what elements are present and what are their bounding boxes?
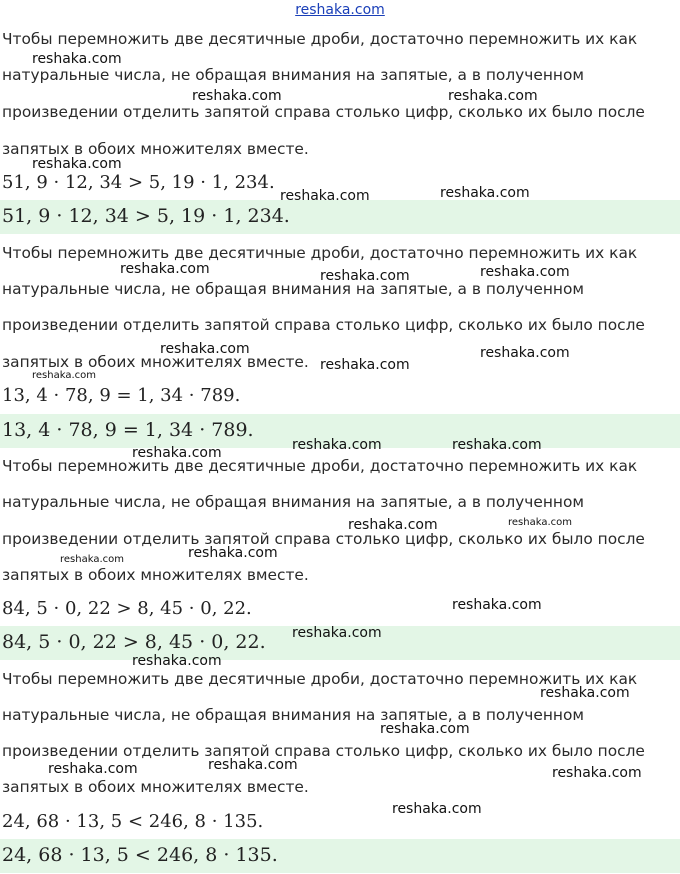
rule-line-3: произведении отделить запятой справа столько цифр, сколько их было после bbox=[2, 742, 645, 760]
watermark: reshaka.com bbox=[480, 264, 570, 280]
watermark: reshaka.com bbox=[508, 517, 572, 528]
watermark: reshaka.com bbox=[480, 345, 570, 361]
watermark: reshaka.com bbox=[348, 517, 438, 533]
watermark: reshaka.com bbox=[188, 545, 278, 561]
watermark: reshaka.com bbox=[208, 757, 298, 773]
answer-formula: 84, 5 · 0, 22 > 8, 45 · 0, 22. bbox=[2, 631, 266, 653]
watermark: reshaka.com bbox=[60, 554, 124, 565]
watermark: reshaka.com bbox=[160, 341, 250, 357]
watermark: reshaka.com bbox=[392, 801, 482, 817]
rule-line-3: произведении отделить запятой справа столько цифр, сколько их было после bbox=[2, 530, 645, 548]
answer-formula: 51, 9 · 12, 34 > 5, 19 · 1, 234. bbox=[2, 205, 290, 227]
watermark: reshaka.com bbox=[440, 185, 530, 201]
rule-line-2: натуральные числа, не обращая внимания на запятые, а в полученном bbox=[2, 706, 584, 724]
watermark: reshaka.com bbox=[540, 685, 630, 701]
watermark: reshaka.com bbox=[320, 268, 410, 284]
rule-line-1: Чтобы перемножить две десятичные дроби, достаточно перемножить их как bbox=[2, 457, 638, 475]
answer-formula: 13, 4 · 78, 9 = 1, 34 · 789. bbox=[2, 419, 254, 441]
watermark: reshaka.com bbox=[32, 370, 96, 381]
formula: 24, 68 · 13, 5 < 246, 8 · 135. bbox=[2, 811, 264, 832]
site-link[interactable]: reshaka.com bbox=[295, 2, 385, 18]
rule-line-3: произведении отделить запятой справа столько цифр, сколько их было после bbox=[2, 316, 645, 334]
rule-line-3: произведении отделить запятой справа столько цифр, сколько их было после bbox=[2, 103, 645, 121]
watermark: reshaka.com bbox=[132, 653, 222, 669]
watermark: reshaka.com bbox=[452, 597, 542, 613]
watermark: reshaka.com bbox=[32, 51, 122, 67]
watermark: reshaka.com bbox=[552, 765, 642, 781]
watermark: reshaka.com bbox=[448, 88, 538, 104]
answer-band bbox=[0, 839, 680, 873]
rule-line-2: натуральные числа, не обращая внимания на запятые, а в полученном bbox=[2, 66, 584, 84]
watermark: reshaka.com bbox=[380, 721, 470, 737]
rule-line-1: Чтобы перемножить две десятичные дроби, достаточно перемножить их как bbox=[2, 244, 638, 262]
rule-line-2: натуральные числа, не обращая внимания на запятые, а в полученном bbox=[2, 280, 584, 298]
rule-line-4: запятых в обоих множителях вместе. bbox=[2, 353, 309, 371]
formula: 13, 4 · 78, 9 = 1, 34 · 789. bbox=[2, 385, 241, 406]
rule-line-4: запятых в обоих множителях вместе. bbox=[2, 566, 309, 584]
watermark: reshaka.com bbox=[320, 357, 410, 373]
rule-line-1: Чтобы перемножить две десятичные дроби, достаточно перемножить их как bbox=[2, 670, 638, 688]
formula: 84, 5 · 0, 22 > 8, 45 · 0, 22. bbox=[2, 598, 252, 619]
watermark: reshaka.com bbox=[192, 88, 282, 104]
watermark: reshaka.com bbox=[132, 445, 222, 461]
watermark: reshaka.com bbox=[120, 261, 210, 277]
formula: 51, 9 · 12, 34 > 5, 19 · 1, 234. bbox=[2, 172, 275, 193]
watermark: reshaka.com bbox=[292, 437, 382, 453]
rule-line-4: запятых в обоих множителях вместе. bbox=[2, 140, 309, 158]
watermark: reshaka.com bbox=[292, 625, 382, 641]
answer-band bbox=[0, 200, 680, 234]
rule-line-2: натуральные числа, не обращая внимания на запятые, а в полученном bbox=[2, 493, 584, 511]
answer-formula: 24, 68 · 13, 5 < 246, 8 · 135. bbox=[2, 844, 278, 866]
watermark: reshaka.com bbox=[452, 437, 542, 453]
watermark: reshaka.com bbox=[32, 156, 122, 172]
rule-line-4: запятых в обоих множителях вместе. bbox=[2, 778, 309, 796]
watermark: reshaka.com bbox=[280, 188, 370, 204]
rule-line-1: Чтобы перемножить две десятичные дроби, достаточно перемножить их как bbox=[2, 30, 638, 48]
watermark: reshaka.com bbox=[48, 761, 138, 777]
